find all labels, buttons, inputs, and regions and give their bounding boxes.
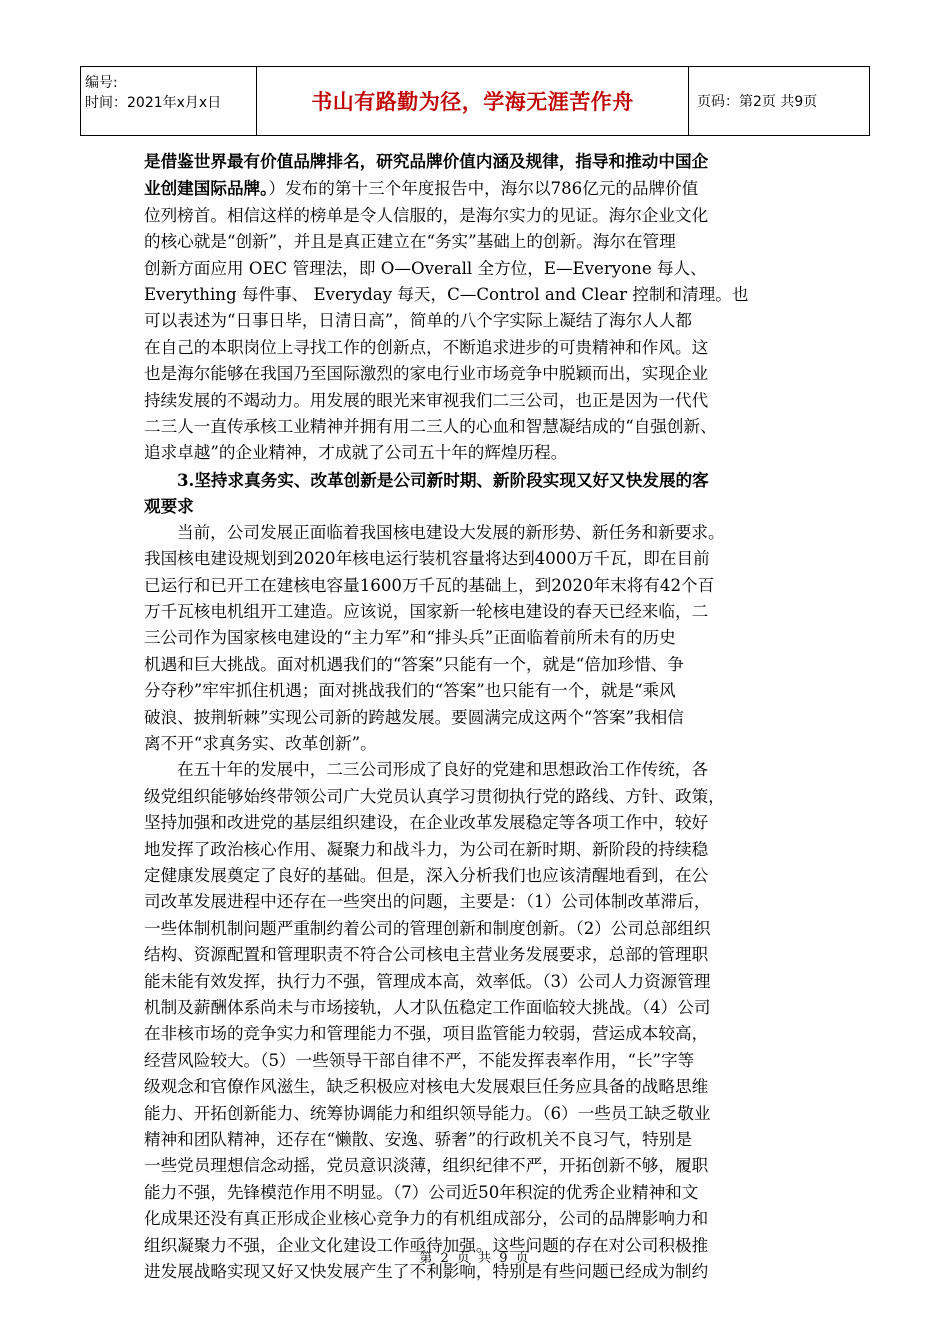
paragraph-current-situation: 当前，公司发展正面临着我国核电建设大发展的新形势、新任务和新要求。 我国核电建设规划到2020年核电运行装机容量将达到4000万千瓦，即在目前 已运行和已开工在建核电容量1600万千瓦的基础上，到2020年末将有42个百 万千瓦核电机组开工建造。应该说，国家新一轮核电建设的春天已经来临，二 三公司作为国家核电建设的“主力军”和“排头兵”正面临着前所未有的历史 机遇和巨大挑战。面对机遇我们的“答案”只能有一个，就是“倍加珍惜、争 分夺秒”牢牢抓住机遇；面对挑战我们的“答案”也只能有一个，就是“乘风 破浪、披荆斩棘”实现公司新的跨越发展。要圆满完成这两个“答案”我相信 离不开“求真务实、改革创新”。 — [144, 522, 725, 753]
intro-text: ）发布的第十三个年度报告中，海尔以786亿元的品牌价值 位列榜首。相信这样的榜单是令人信服的，是海尔实力的见证。海尔企业文化 的核心就是“创新”，并且是真正建立在“务实”基础上的创新。海尔在管理 创新方面应用 OEC 管理法，即 O—Overall 全方位，E—Everyone 每人、 Everything 每件事、 Everyday 每天，C—Control and Clear 控制和清理。也 可以表述为“日事日毕，日清日高”，简单的八个字实际上凝结了海尔人人都 在自己的本职岗位上寻找工作的创新点，不断追求进步的可贵精神和作风。这 也是海尔能够在我国乃至国际激烈的家电行业市场竞争中脱颖而出，实现企业 持续发展的不竭动力。用发展的眼光来审视我们二三公司，也正是因为一代代 二三人一直传承核工业精神并拥有用二三人的心血和智慧凝结成的“自强创新、 追求卓越”的企业精神，才成就了公司五十年的辉煌历程。 — [144, 179, 749, 463]
page-header — [80, 66, 870, 136]
intro-bold-text: 是借鉴世界最有价值品牌排名，研究品牌价值内涵及规律，指导和推动中国企 业创建国际品牌。 — [144, 151, 709, 199]
paragraph-problems: 在五十年的发展中，二三公司形成了良好的党建和思想政治工作传统，各 级党组织能够始终带领公司广大党员认真学习贯彻执行党的路线、方针、政策， 坚持加强和改进党的基层组织建设，在企业改革发展稳定等各项工作中，较好 地发挥了政治核心作用、凝聚力和战斗力，为公司在新时期、新阶段的持续稳 定健康发展奠定了良好的基础。但是，深入分析我们也应该清醒地看到，在公 司改革发展进程中还存在一些突出的问题，主要是：（1）公司体制改革滞后， 一些体制机制问题严重制约着公司的管理创新和制度创新。（2）公司总部组织 结构、资源配置和管理职责不符合公司核电主营业务发展要求，总部的管理职 能未能有效发挥，执行力不强，管理成本高，效率低。（3）公司人力资源管理 机制及薪酬体系尚未与市场接轨，人才队伍稳定工作面临较大挑战。（4）公司 在非核市场的竞争实力和管理能力不强，项目监管能力较弱，营运成本较高， 经营风险较大。（5）一些领导干部自律不严，不能发挥表率作用，“长”字等 级观念和官僚作风滋生，缺乏积极应对核电大发展艰巨任务应具备的战略思维 能力、开拓创新能力、统筹协调能力和组织领导能力。（6）一些员工缺乏敬业 精神和团队精神，还存在“懒散、安逸、骄奢”的行政机关不良习气，特别是 一些党员理想信念动摇，党员意识淡薄，组织纪律不严，开拓创新不够，履职 能力不强，先锋模范作用不明显。（7）公司近50年积淀的优秀企业精神和文 化成果还没有真正形成企业核心竞争力的有机组成部分，公司的品牌影响力和 组织凝聚力不强，企业文化建设工作亟待加强。这些问题的存在对公司积极推 进发展战略实现又好又快发展产生了不利影响，特别是有些问题已经成为制约 — [144, 760, 725, 1282]
header-page-label: 页码：第2页 共9页 — [697, 94, 818, 110]
document-number-label: 编号: — [85, 75, 118, 91]
intro-paragraph — [144, 148, 812, 467]
page-footer: 第 2 页 共 9 页 — [419, 1251, 531, 1266]
document-time-label: 时间：2021年x月x日 — [85, 95, 222, 111]
document-body — [144, 148, 812, 1285]
section-heading: 3.坚持求真务实、改革创新是公司新时期、新阶段实现又好又快发展的客 观要求 — [144, 469, 709, 517]
header-slogan: 书山有路勤为径，学海无涯苦作舟 — [257, 67, 689, 135]
header-meta — [81, 67, 257, 135]
